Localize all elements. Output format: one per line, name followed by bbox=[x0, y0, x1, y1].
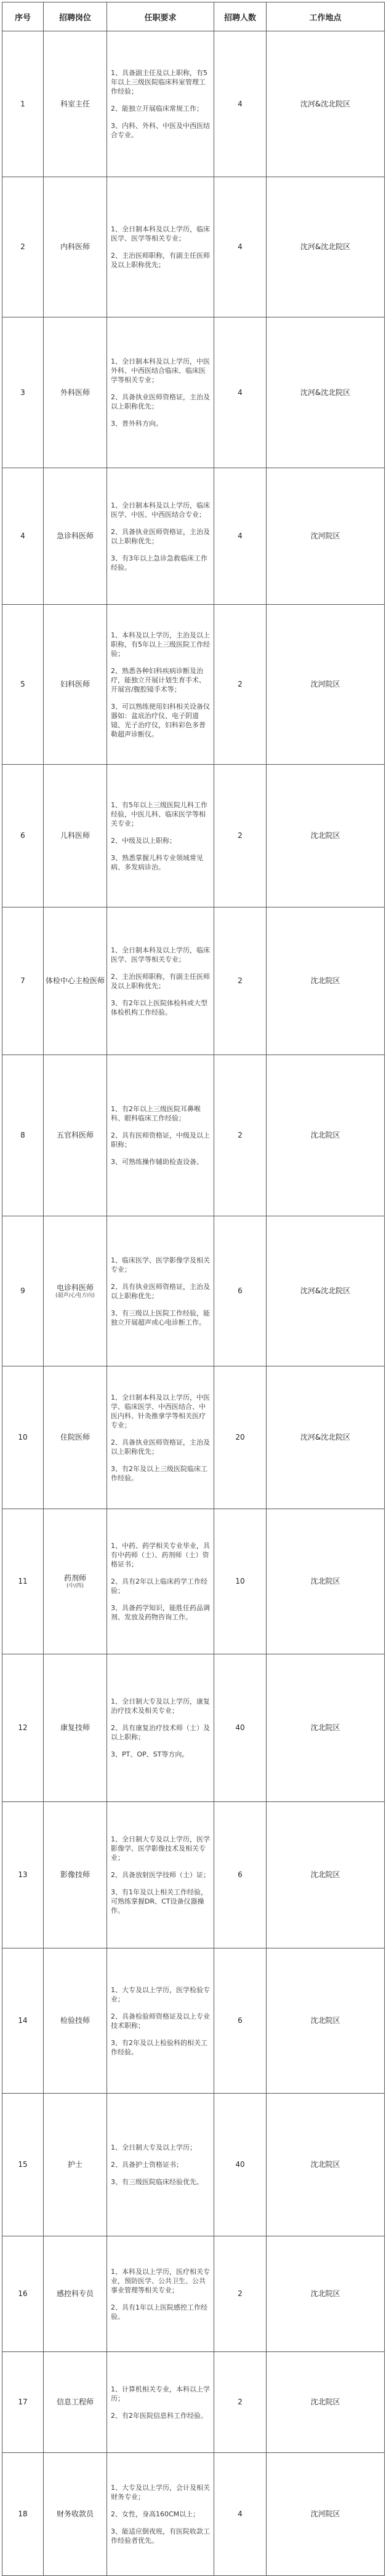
requirements-cell bbox=[107, 177, 214, 317]
post-cell bbox=[44, 2094, 107, 2236]
post-name: 药剂师 bbox=[63, 1573, 86, 1582]
requirement-item: 2、具有1年以上医院感控工作经验。 bbox=[111, 2303, 207, 2321]
requirement-item: 2、具备执业医师资格证，主治及以上职称优先； bbox=[111, 1438, 210, 1456]
requirement-item: 1、临床医学、医学影像学及相关专业； bbox=[111, 1256, 210, 1274]
requirement-item: 2、具备执业医师资格证，主治及以上职称优先； bbox=[111, 393, 210, 410]
requirements-cell bbox=[107, 765, 214, 907]
post-cell bbox=[44, 468, 107, 605]
requirement-item: 2、能独立开展临床常规工作； bbox=[111, 105, 203, 113]
row-number: 13 bbox=[2, 1802, 44, 1948]
requirement-item: 2、具备护士资格证书； bbox=[111, 2161, 183, 2169]
row-number: 11 bbox=[2, 1509, 44, 1654]
requirement-item: 2、主治医师职称，有副主任医师及以上职称优先； bbox=[111, 972, 210, 990]
work-location: 沈北院区 bbox=[267, 1802, 385, 1948]
table-row bbox=[2, 765, 385, 907]
table-row bbox=[2, 605, 385, 765]
requirements-list bbox=[111, 946, 210, 1017]
work-location: 沈北院区 bbox=[267, 2352, 385, 2453]
post-cell bbox=[44, 907, 107, 1055]
table-row bbox=[2, 2453, 385, 2576]
post-name: 妇科医师 bbox=[60, 680, 90, 688]
work-location: 沈河&沈北院区 bbox=[267, 177, 385, 317]
requirements-cell bbox=[107, 31, 214, 177]
requirements-cell bbox=[107, 2236, 214, 2352]
table-row bbox=[2, 907, 385, 1055]
requirement-item: 3、可以熟练使用妇科相关设备仪器如：盆底治疗仪、电子阴道镜、光子治疗仪，妇科彩色多普勒超声诊断仪。 bbox=[111, 702, 210, 738]
table-header-row bbox=[2, 2, 385, 31]
requirement-item: 2、具备放射医学技师（士）证； bbox=[111, 1871, 210, 1879]
requirement-item: 1、全日制本科及以上学历，中医外科、中西医结合临床、临床医学等相关专业； bbox=[111, 357, 210, 384]
requirement-item: 2、具有康复治疗技术师（士）及以上职称； bbox=[111, 1724, 210, 1741]
header-location: 工作地点 bbox=[267, 2, 385, 31]
requirement-item: 1、大专及以上学历，会计及相关财务专业； bbox=[111, 2484, 210, 2501]
post-name: 住院医师 bbox=[60, 1433, 90, 1442]
row-number: 18 bbox=[2, 2453, 44, 2576]
headcount: 4 bbox=[214, 2453, 267, 2576]
table-row bbox=[2, 468, 385, 605]
post-name: 影像技师 bbox=[60, 1870, 90, 1879]
post-cell bbox=[44, 1654, 107, 1802]
post-cell bbox=[44, 1216, 107, 1366]
work-location: 沈河&沈北院区 bbox=[267, 31, 385, 177]
requirement-item: 1、全日制大专及以上学历； bbox=[111, 2143, 196, 2151]
requirements-list bbox=[111, 501, 210, 572]
row-number: 16 bbox=[2, 2236, 44, 2352]
requirement-item: 1、全日制本科及以上学历，临床医学、医学等相关专业； bbox=[111, 225, 210, 242]
requirement-item: 2、熟悉各种妇科疾病诊断及治疗，能独立开展计划生育手术、开展宫/腹腔镜手术等； bbox=[111, 666, 206, 693]
work-location: 沈北院区 bbox=[267, 907, 385, 1055]
requirements-list bbox=[111, 2143, 210, 2187]
requirements-list bbox=[111, 1835, 210, 1915]
post-name: 检验技师 bbox=[60, 2016, 90, 2025]
work-location: 沈河&沈北院区 bbox=[267, 317, 385, 468]
requirement-item: 1、具备副主任及以上职称，有5年以上三级医院临床科室管理工作经验； bbox=[111, 69, 207, 95]
post-name: 急诊科医师 bbox=[56, 532, 94, 540]
work-location: 沈北院区 bbox=[267, 1055, 385, 1216]
requirements-cell bbox=[107, 2453, 214, 2576]
post-cell bbox=[44, 2453, 107, 2576]
requirements-cell bbox=[107, 1948, 214, 2094]
requirements-list bbox=[111, 2483, 210, 2545]
post-cell bbox=[44, 765, 107, 907]
post-cell bbox=[44, 177, 107, 317]
post-name: 感控科专员 bbox=[56, 2289, 94, 2298]
headcount: 2 bbox=[214, 907, 267, 1055]
work-location: 沈河院区 bbox=[267, 2453, 385, 2576]
headcount: 4 bbox=[214, 468, 267, 605]
row-number: 6 bbox=[2, 765, 44, 907]
table-row bbox=[2, 1216, 385, 1366]
table-row bbox=[2, 31, 385, 177]
headcount: 2 bbox=[214, 2236, 267, 2352]
post-cell bbox=[44, 1509, 107, 1654]
recruitment-table bbox=[2, 2, 385, 2576]
work-location: 沈北院区 bbox=[267, 1509, 385, 1654]
requirements-list bbox=[111, 357, 210, 428]
work-location: 沈北院区 bbox=[267, 1948, 385, 2094]
header-no: 序号 bbox=[2, 2, 44, 31]
requirement-item: 3、PT、OP、ST等方向。 bbox=[111, 1750, 189, 1758]
table-row bbox=[2, 317, 385, 468]
post-cell bbox=[44, 317, 107, 468]
post-cell bbox=[44, 2352, 107, 2453]
requirements-cell bbox=[107, 605, 214, 765]
row-number: 4 bbox=[2, 468, 44, 605]
requirement-item: 1、全日制本科及以上学历，临床医学、中医、中西医结合专业； bbox=[111, 501, 210, 519]
post-name: 电诊科医师 bbox=[56, 1283, 94, 1292]
table-row bbox=[2, 2352, 385, 2453]
requirements-cell bbox=[107, 1055, 214, 1216]
requirement-item: 3、普外科方向。 bbox=[111, 420, 163, 428]
headcount: 2 bbox=[214, 1055, 267, 1216]
header-count: 招聘人数 bbox=[214, 2, 267, 31]
header-post: 招聘岗位 bbox=[44, 2, 107, 31]
requirement-item: 3、具备药学知识，能胜任药品调剂、发放及药物咨询工作。 bbox=[111, 1604, 210, 1621]
requirements-list bbox=[111, 1393, 210, 1483]
row-number: 7 bbox=[2, 907, 44, 1055]
requirements-cell bbox=[107, 468, 214, 605]
post-name: 五官科医师 bbox=[56, 1131, 94, 1139]
table-row bbox=[2, 1948, 385, 2094]
requirement-item: 3、有2年及以上检验科的相关工作经验。 bbox=[111, 2038, 207, 2056]
work-location: 沈北院区 bbox=[267, 1654, 385, 1802]
row-number: 9 bbox=[2, 1216, 44, 1366]
requirement-item: 3、可熟练操作辅助检查设备。 bbox=[111, 1158, 203, 1166]
requirement-item: 1、有2年以上三级医院耳鼻喉科、眼科临床工作经验； bbox=[111, 1105, 201, 1122]
requirements-cell bbox=[107, 1509, 214, 1654]
headcount: 4 bbox=[214, 177, 267, 317]
requirements-list bbox=[111, 631, 210, 739]
requirement-item: 2、具有医师资格证，中级及以上职称； bbox=[111, 1131, 210, 1149]
row-number: 2 bbox=[2, 177, 44, 317]
table-row bbox=[2, 1509, 385, 1654]
requirements-cell bbox=[107, 2352, 214, 2453]
requirements-cell bbox=[107, 1366, 214, 1509]
headcount: 10 bbox=[214, 1509, 267, 1654]
requirements-cell bbox=[107, 1802, 214, 1948]
row-number: 1 bbox=[2, 31, 44, 177]
post-subtitle: (超声/心电方向) bbox=[55, 1292, 95, 1299]
requirements-list bbox=[111, 1541, 210, 1622]
post-subtitle: (中/西) bbox=[66, 1582, 84, 1589]
post-name: 儿科医师 bbox=[60, 831, 90, 840]
table-row bbox=[2, 177, 385, 317]
requirement-item: 3、熟悉掌握儿科专业领域常见病、多发病诊治。 bbox=[111, 853, 203, 871]
requirement-item: 2、主治医师职称，有副主任医师及以上职称优先； bbox=[111, 252, 210, 269]
row-number: 10 bbox=[2, 1366, 44, 1509]
requirements-cell bbox=[107, 2094, 214, 2236]
requirement-item: 3、能适应倒夜班，有医院收款工作经验者优先。 bbox=[111, 2527, 210, 2545]
work-location: 沈北院区 bbox=[267, 765, 385, 907]
requirement-item: 1、全日制本科及以上学历，中医学、临床医学、中西医结合、中医内科、针灸推拿学等相关医疗专业； bbox=[111, 1393, 210, 1429]
headcount: 6 bbox=[214, 1216, 267, 1366]
requirement-item: 3、内科、外科、中医及中西医结合专业。 bbox=[111, 122, 210, 139]
requirements-list bbox=[111, 68, 210, 140]
requirement-item: 3、有2年以上医院体检科或大型体检机构工作经验。 bbox=[111, 999, 207, 1016]
requirements-list bbox=[111, 2385, 210, 2420]
requirement-item: 3、有1年及以上相关工作经验，可熟练掌握DR、CT设备仪器操作。 bbox=[111, 1888, 207, 1915]
row-number: 17 bbox=[2, 2352, 44, 2453]
headcount: 4 bbox=[214, 317, 267, 468]
table-row bbox=[2, 2094, 385, 2236]
requirement-item: 1、中药、药学相关专业毕业，具有中药师（士）、药剂师（士）资格证书； bbox=[111, 1542, 210, 1568]
requirements-list bbox=[111, 800, 210, 872]
work-location: 沈河&沈北院区 bbox=[267, 1216, 385, 1366]
requirement-item: 1、有5年以上三级医院儿科工作经验，中医儿科、临床医学等相关专业； bbox=[111, 800, 207, 827]
work-location: 沈北院区 bbox=[267, 2236, 385, 2352]
row-number: 8 bbox=[2, 1055, 44, 1216]
requirement-item: 1、全日制本科及以上学历，临床医学、医学等相关专业； bbox=[111, 946, 210, 963]
requirement-item: 1、计算机相关专业，本科以上学历； bbox=[111, 2385, 210, 2403]
row-number: 12 bbox=[2, 1654, 44, 1802]
table-row bbox=[2, 1802, 385, 1948]
requirement-item: 2、女性，身高160CM以上； bbox=[111, 2510, 200, 2518]
row-number: 3 bbox=[2, 317, 44, 468]
headcount: 2 bbox=[214, 2352, 267, 2453]
requirement-item: 2、具备执业医师资格证，主治及以上职称优先； bbox=[111, 527, 210, 545]
requirement-item: 1、本科及以上学历，医疗相关专业，预防医学、公共卫生、公共事业管理等相关专业； bbox=[111, 2267, 210, 2294]
requirement-item: 2、有2年医院信息科工作经验。 bbox=[111, 2411, 207, 2420]
headcount: 4 bbox=[214, 31, 267, 177]
requirement-item: 3、有2年及以上三级医院临床工作经验。 bbox=[111, 1464, 207, 1482]
post-name: 内科医师 bbox=[60, 242, 90, 251]
requirements-list bbox=[111, 1985, 210, 2057]
post-name: 体检中心主检医师 bbox=[45, 976, 105, 985]
headcount: 40 bbox=[214, 2094, 267, 2236]
requirement-item: 2、具有2年以上临床药学工作经验； bbox=[111, 1577, 207, 1595]
post-cell bbox=[44, 605, 107, 765]
table-row bbox=[2, 1055, 385, 1216]
table-row bbox=[2, 1366, 385, 1509]
requirements-list bbox=[111, 1697, 210, 1759]
requirement-item: 3、有三级医院临床经验优先。 bbox=[111, 2178, 203, 2186]
post-cell bbox=[44, 2236, 107, 2352]
requirements-list bbox=[111, 2267, 210, 2321]
post-name: 康复技师 bbox=[60, 1723, 90, 1732]
requirements-list bbox=[111, 225, 210, 269]
headcount: 6 bbox=[214, 1802, 267, 1948]
requirement-item: 3、有三级以上医院工作经验，能独立开展超声或心电诊断工作。 bbox=[111, 1309, 210, 1326]
requirements-cell bbox=[107, 1654, 214, 1802]
requirement-item: 1、本科及以上学历，主治及以上职称，有5年以上三级医院工作经验； bbox=[111, 631, 210, 658]
requirement-item: 1、全日制大专及以上学历，康复治疗技术及相关专业； bbox=[111, 1697, 210, 1715]
post-name: 科室主任 bbox=[60, 99, 90, 108]
post-cell bbox=[44, 1366, 107, 1509]
post-name: 财务收款员 bbox=[56, 2510, 94, 2518]
work-location: 沈北院区 bbox=[267, 2094, 385, 2236]
requirement-item: 1、全日制大专及以上学历，医学影像学、医学影像技术及相关专业； bbox=[111, 1835, 210, 1862]
headcount: 40 bbox=[214, 1654, 267, 1802]
post-name: 信息工程师 bbox=[56, 2398, 94, 2406]
requirement-item: 3、有3年以上急诊急救临床工作经验。 bbox=[111, 554, 207, 572]
requirement-item: 2、具有执业医师资格证，主治及以上职称优先； bbox=[111, 1282, 210, 1300]
header-requirements: 任职要求 bbox=[107, 2, 214, 31]
requirement-item: 1、大专及以上学历，医学检验专业； bbox=[111, 1985, 210, 2003]
requirement-item: 2、中级及以上职称； bbox=[111, 836, 176, 845]
post-name: 外科医师 bbox=[60, 388, 90, 397]
work-location: 沈河院区 bbox=[267, 605, 385, 765]
row-number: 15 bbox=[2, 2094, 44, 2236]
post-cell bbox=[44, 31, 107, 177]
post-cell bbox=[44, 1055, 107, 1216]
post-name: 护士 bbox=[67, 2160, 82, 2169]
requirements-list bbox=[111, 1104, 210, 1166]
requirement-item: 2、具备检验师资格证及以上专业技术职称； bbox=[111, 2012, 210, 2030]
post-cell bbox=[44, 1948, 107, 2094]
post-cell bbox=[44, 1802, 107, 1948]
headcount: 6 bbox=[214, 1948, 267, 2094]
row-number: 5 bbox=[2, 605, 44, 765]
work-location: 沈河&沈北院区 bbox=[267, 1366, 385, 1509]
headcount: 20 bbox=[214, 1366, 267, 1509]
table-row bbox=[2, 2236, 385, 2352]
requirements-cell bbox=[107, 907, 214, 1055]
row-number: 14 bbox=[2, 1948, 44, 2094]
work-location: 沈河院区 bbox=[267, 468, 385, 605]
requirements-list bbox=[111, 1256, 210, 1327]
headcount: 2 bbox=[214, 765, 267, 907]
requirements-cell bbox=[107, 317, 214, 468]
table-row bbox=[2, 1654, 385, 1802]
requirements-cell bbox=[107, 1216, 214, 1366]
headcount: 2 bbox=[214, 605, 267, 765]
